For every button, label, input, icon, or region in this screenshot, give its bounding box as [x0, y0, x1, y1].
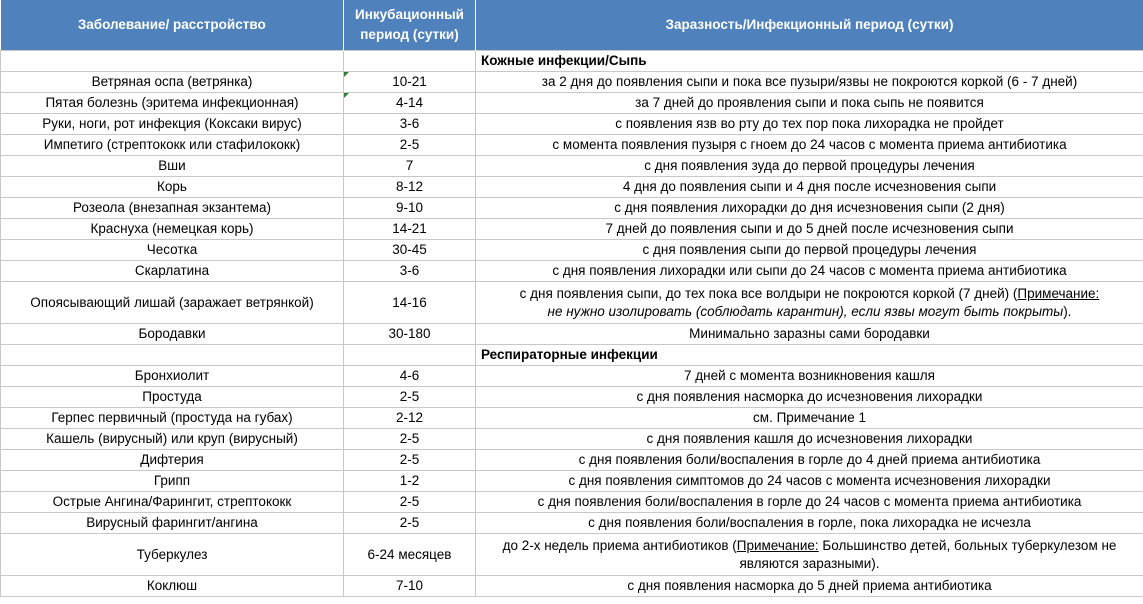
disease-cell: Ветряная оспа (ветрянка)	[1, 72, 344, 93]
contagious-cell: с дня появления боли/воспаления в горле, пока лихорадка не исчезла	[476, 513, 1143, 534]
table-row	[1, 366, 1143, 387]
contagious-cell: с появления язв во рту до тех пор пока лихорадка не пройдет	[476, 114, 1143, 135]
contagious-cell: с дня появления симптомов до 24 часов с момента исчезновения лихорадки	[476, 471, 1143, 492]
incubation-cell	[344, 93, 476, 114]
section-title-skin: Кожные инфекции/Сыпь	[476, 51, 1143, 72]
table-row	[1, 408, 1143, 429]
disease-cell: Скарлатина	[1, 261, 344, 282]
disease-cell: Кашель (вирусный) или круп (вирусный)	[1, 429, 344, 450]
incubation-cell: 2-12	[344, 408, 476, 429]
table-row	[1, 240, 1143, 261]
contagious-cell	[476, 534, 1143, 576]
table-row	[1, 282, 1143, 324]
header-incubation: Инкубационный период (сутки)	[344, 0, 476, 51]
section-spacer	[1, 51, 344, 72]
section-row-skin	[1, 51, 1143, 72]
contagious-cell: за 2 дня до появления сыпи и пока все пузыри/язвы не покроются коркой (6 - 7 дней)	[476, 72, 1143, 93]
header-row	[1, 0, 1143, 51]
incubation-cell: 3-6	[344, 114, 476, 135]
incubation-cell: 7	[344, 156, 476, 177]
table-row	[1, 450, 1143, 471]
incubation-cell: 14-16	[344, 282, 476, 324]
table-row	[1, 429, 1143, 450]
section-title-respiratory: Респираторные инфекции	[476, 345, 1143, 366]
incubation-cell: 30-45	[344, 240, 476, 261]
disease-cell: Руки, ноги, рот инфекция (Коксаки вирус)	[1, 114, 344, 135]
disease-cell: Корь	[1, 177, 344, 198]
note-label: Примечание:	[736, 537, 819, 553]
contagious-cell: с дня появления насморка до 5 дней приема антибиотика	[476, 576, 1143, 597]
incubation-value: 10-21	[392, 74, 427, 89]
contagious-cell: с дня появления кашля до исчезновения лихорадки	[476, 429, 1143, 450]
table-row	[1, 513, 1143, 534]
table-row	[1, 534, 1143, 576]
table-row	[1, 219, 1143, 240]
cell-comment-indicator-icon	[344, 72, 349, 77]
contagious-text: с дня появления сыпи, до тех пока все волдыри не покроются коркой (7 дней) (	[519, 285, 1018, 301]
table-row	[1, 156, 1143, 177]
disease-cell: Импетиго (стрептококк или стафилококк)	[1, 135, 344, 156]
incubation-cell: 9-10	[344, 198, 476, 219]
contagious-cell: с момента появления пузыря с гноем до 24 часов с момента приема антибиотика	[476, 135, 1143, 156]
incubation-cell: 8-12	[344, 177, 476, 198]
incubation-cell: 2-5	[344, 513, 476, 534]
incubation-cell: 7-10	[344, 576, 476, 597]
disease-cell: Вирусный фарингит/ангина	[1, 513, 344, 534]
contagious-cell: с дня появления боли/воспаления в горле до 24 часов с момента приема антибиотика	[476, 492, 1143, 513]
contagious-cell: 4 дня до появления сыпи и 4 дня после исчезновения сыпи	[476, 177, 1143, 198]
table-row	[1, 93, 1143, 114]
incubation-value: 4-14	[395, 95, 424, 110]
table-row	[1, 177, 1143, 198]
disease-cell: Опоясывающий лишай (заражает ветрянкой)	[1, 282, 344, 324]
note-label: Примечание:	[1017, 285, 1100, 301]
incubation-cell: 1-2	[344, 471, 476, 492]
contagious-cell: с дня появления зуда до первой процедуры лечения	[476, 156, 1143, 177]
contagious-cell: с дня появления лихорадки или сыпи до 24 часов с момента приема антибиотика	[476, 261, 1143, 282]
contagious-cell: с дня появления насморка до исчезновения лихорадки	[476, 387, 1143, 408]
section-row-respiratory	[1, 345, 1143, 366]
header-disease: Заболевание/ расстройство	[1, 0, 344, 51]
table-row	[1, 492, 1143, 513]
table-row	[1, 387, 1143, 408]
incubation-cell	[344, 72, 476, 93]
incubation-cell: 2-5	[344, 450, 476, 471]
disease-cell: Вши	[1, 156, 344, 177]
section-spacer	[344, 345, 476, 366]
contagious-cell: за 7 дней до проявления сыпи и пока сыпь не появится	[476, 93, 1143, 114]
disease-cell: Простуда	[1, 387, 344, 408]
incubation-cell: 3-6	[344, 261, 476, 282]
disease-cell: Туберкулез	[1, 534, 344, 576]
section-spacer	[344, 51, 476, 72]
section-spacer	[1, 345, 344, 366]
contagious-cell: 7 дней с момента возникновения кашля	[476, 366, 1143, 387]
note-text: не нужно изолировать (соблюдать карантин), если язвы могут быть покрыты	[547, 303, 1064, 319]
contagious-cell: с дня появления сыпи до первой процедуры лечения	[476, 240, 1143, 261]
table-row	[1, 471, 1143, 492]
table-row	[1, 72, 1143, 93]
note-text: Большинство детей, больных туберкулезом не являются заразными).	[739, 537, 1117, 571]
contagious-cell: Минимально заразны сами бородавки	[476, 324, 1143, 345]
disease-cell: Краснуха (немецкая корь)	[1, 219, 344, 240]
disease-cell: Грипп	[1, 471, 344, 492]
table-row	[1, 324, 1143, 345]
incubation-cell: 2-5	[344, 492, 476, 513]
disease-cell: Розеола (внезапная экзантема)	[1, 198, 344, 219]
incubation-cell: 2-5	[344, 387, 476, 408]
note-end: ).	[1063, 303, 1072, 319]
incubation-cell: 6-24 месяцев	[344, 534, 476, 576]
disease-cell: Чесотка	[1, 240, 344, 261]
disease-cell: Дифтерия	[1, 450, 344, 471]
incubation-cell: 2-5	[344, 429, 476, 450]
incubation-cell: 4-6	[344, 366, 476, 387]
table-row	[1, 261, 1143, 282]
header-contagious: Заразность/Инфекционный период (сутки)	[476, 0, 1143, 51]
contagious-cell: с дня появления боли/воспаления в горле до 4 дней приема антибиотика	[476, 450, 1143, 471]
contagious-cell: 7 дней до появления сыпи и до 5 дней после исчезновения сыпи	[476, 219, 1143, 240]
disease-cell: Коклюш	[1, 576, 344, 597]
disease-cell: Острые Ангина/Фарингит, стрептококк	[1, 492, 344, 513]
contagious-cell: с дня появления лихорадки до дня исчезновения сыпи (2 дня)	[476, 198, 1143, 219]
disease-cell: Бородавки	[1, 324, 344, 345]
table-row	[1, 576, 1143, 597]
incubation-cell: 30-180	[344, 324, 476, 345]
table-row	[1, 135, 1143, 156]
table-row	[1, 198, 1143, 219]
incubation-cell: 14-21	[344, 219, 476, 240]
disease-cell: Пятая болезнь (эритема инфекционная)	[1, 93, 344, 114]
incubation-cell: 2-5	[344, 135, 476, 156]
disease-cell: Бронхиолит	[1, 366, 344, 387]
contagious-cell: см. Примечание 1	[476, 408, 1143, 429]
disease-cell: Герпес первичный (простуда на губах)	[1, 408, 344, 429]
contagious-text: до 2-х недель приема антибиотиков (	[502, 537, 737, 553]
table-row	[1, 114, 1143, 135]
cell-comment-indicator-icon	[344, 93, 349, 98]
contagious-cell	[476, 282, 1143, 324]
